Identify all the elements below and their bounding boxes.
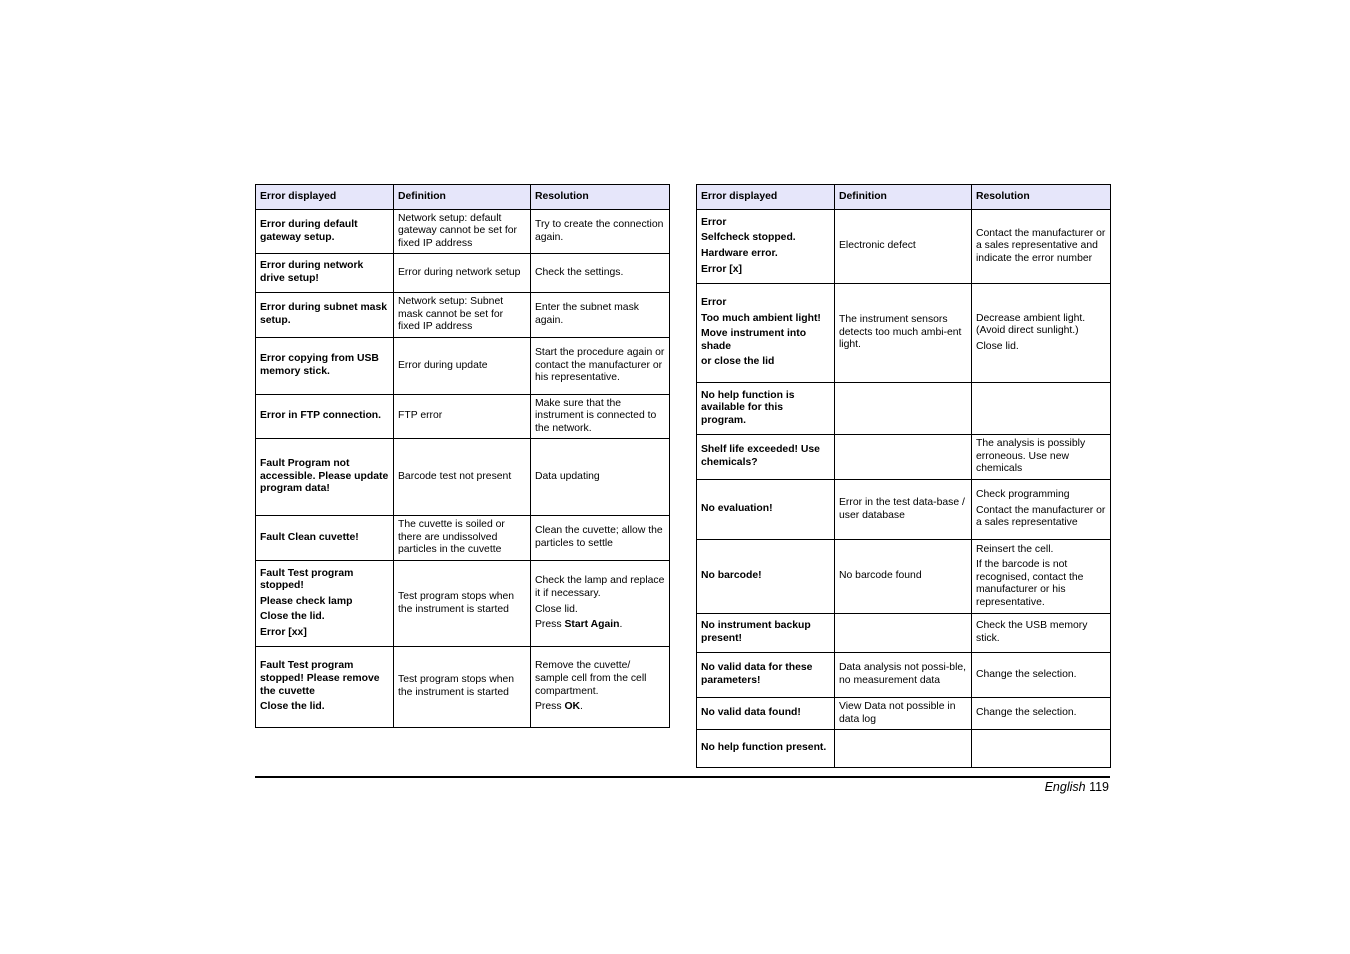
cell-line: No help function present. — [701, 742, 827, 754]
table-row — [697, 730, 1111, 768]
cell-definition — [394, 516, 531, 561]
table-row — [256, 293, 670, 338]
table-row — [256, 254, 670, 293]
cell-definition — [835, 284, 972, 383]
table-row — [697, 540, 1111, 614]
cell-line: Hardware error. — [701, 248, 778, 259]
cell-definition — [394, 439, 531, 516]
cell-definition — [394, 647, 531, 728]
table-row — [256, 338, 670, 395]
cell-error-displayed — [256, 561, 394, 647]
cell-line: No valid data found! — [701, 707, 801, 719]
cell-error-displayed — [256, 647, 394, 728]
cell-error-displayed — [256, 293, 394, 338]
table-header-row — [256, 185, 670, 210]
table-row — [697, 210, 1111, 284]
cell-resolution — [972, 653, 1111, 698]
cell-line: Change the selection. — [976, 707, 1077, 719]
cell-error-displayed — [697, 653, 835, 698]
cell-error-displayed — [256, 210, 394, 254]
table-row — [697, 383, 1111, 435]
table-row — [697, 480, 1111, 540]
cell-line: Error in FTP connection. — [260, 410, 382, 422]
cell-line: Error [xx] — [260, 626, 307, 638]
cell-definition — [835, 698, 972, 730]
cell-line: Network setup: Subnet mask cannot be set for fixed IP address — [398, 296, 504, 333]
cell-resolution — [531, 210, 670, 254]
cell-line: If the barcode is not recognised, contact the manufacturer or his representative. — [976, 559, 1084, 608]
cell-line: Fault Program not accessible. Please update program data! — [260, 458, 389, 495]
cell-line: Clean the cuvette; allow the particles to settle — [535, 525, 663, 549]
cell-line: Error in the test data-base / user database — [839, 496, 965, 521]
cell-line: Test program stops when the instrument is started — [398, 590, 515, 615]
cell-line: Start the procedure again or contact the manufacturer or his representative. — [535, 347, 665, 384]
cell-resolution — [531, 516, 670, 561]
cell-line: Network setup: default gateway cannot be set for fixed IP address — [398, 212, 517, 249]
table-row — [697, 284, 1111, 383]
cell-line: Check the lamp and replace it if necessary. — [535, 575, 665, 599]
cell-line: No barcode! — [701, 570, 762, 582]
cell-line: Barcode test not present — [398, 470, 512, 482]
cell-error-displayed — [697, 383, 835, 435]
cell-line: Error during update — [398, 359, 488, 371]
cell-error-displayed — [697, 210, 835, 284]
header-definition: Definition — [394, 185, 531, 210]
cell-line: Check the USB memory stick. — [976, 620, 1088, 644]
cell-line: No instrument backup present! — [701, 620, 811, 644]
cell-line: Close lid. — [535, 603, 578, 615]
cell-definition — [394, 210, 531, 254]
cell-line: Please check lamp — [260, 595, 353, 607]
header-definition: Definition — [835, 185, 972, 210]
cell-line: No valid data for these parameters! — [701, 662, 813, 686]
cell-line: Selfcheck stopped. — [701, 232, 796, 244]
cell-error-displayed — [256, 338, 394, 395]
cell-line: No help function is available for this program. — [701, 389, 795, 426]
table-row — [697, 435, 1111, 480]
table-row — [256, 210, 670, 254]
cell-line: Test program stops when the instrument is started — [398, 674, 515, 698]
cell-line: Too much ambient light! — [701, 312, 821, 324]
header-error-displayed: Error displayed — [256, 185, 394, 210]
cell-line: No barcode found — [839, 570, 922, 582]
footer-language: English — [1044, 780, 1086, 794]
cell-definition — [835, 540, 972, 614]
cell-resolution — [972, 383, 1111, 435]
cell-error-displayed — [697, 480, 835, 540]
cell-line: Check programming — [976, 489, 1070, 501]
cell-error-displayed — [697, 435, 835, 480]
error-table-right — [696, 184, 1111, 768]
cell-error-displayed — [697, 698, 835, 730]
page-number: 119 — [1089, 780, 1109, 794]
cell-resolution — [531, 338, 670, 395]
cell-resolution — [531, 254, 670, 293]
cell-line: Close the lid. — [260, 611, 325, 623]
cell-line: Data updating — [535, 470, 600, 482]
cell-line: Error [x] — [701, 263, 742, 275]
footer-rule — [255, 776, 1110, 778]
cell-definition — [835, 730, 972, 768]
cell-resolution — [531, 293, 670, 338]
cell-line: Error — [701, 297, 727, 309]
header-error-displayed: Error displayed — [697, 185, 835, 210]
cell-definition — [835, 435, 972, 480]
table-row — [256, 647, 670, 728]
cell-resolution — [531, 395, 670, 439]
cell-line: The cuvette is soiled or there are undissolved particles in the cuvette — [398, 519, 505, 556]
cell-definition — [394, 395, 531, 439]
cell-line: Error — [701, 216, 727, 228]
cell-error-displayed — [697, 614, 835, 653]
bold-term: Start Again — [564, 619, 620, 631]
cell-line: Try to create the connection again. — [535, 218, 664, 243]
cell-resolution — [972, 614, 1111, 653]
cell-error-displayed — [697, 284, 835, 383]
cell-definition — [394, 561, 531, 647]
cell-line: Fault Clean cuvette! — [260, 531, 359, 543]
table-row — [697, 698, 1111, 730]
cell-line: Decrease ambient light. (Avoid direct sunlight.) — [976, 312, 1086, 337]
cell-line: Enter the subnet mask again. — [535, 302, 639, 326]
cell-resolution — [531, 439, 670, 516]
cell-line: Close the lid. — [260, 701, 325, 713]
cell-definition — [394, 254, 531, 293]
table-row — [256, 561, 670, 647]
cell-line: Error during network drive setup! — [260, 260, 364, 284]
cell-definition — [835, 383, 972, 435]
cell-error-displayed — [256, 439, 394, 516]
cell-line: View Data not possible in data log — [839, 700, 956, 725]
header-resolution: Resolution — [531, 185, 670, 210]
cell-line: Make sure that the instrument is connected to the network. — [535, 397, 657, 434]
error-table-left — [255, 184, 670, 728]
cell-line: Contact the manufacturer or a sales representative and indicate the error number — [976, 227, 1106, 264]
cell-line: Reinsert the cell. — [976, 543, 1054, 555]
cell-line: Fault Test program stopped! Please remove the cuvette — [260, 660, 380, 697]
cell-resolution — [972, 435, 1111, 480]
cell-line: Press Start Again. — [535, 619, 623, 631]
cell-definition — [835, 480, 972, 540]
cell-line: Error copying from USB memory stick. — [260, 353, 379, 377]
cell-definition — [835, 653, 972, 698]
cell-line: No evaluation! — [701, 503, 773, 515]
table-header-row — [697, 185, 1111, 210]
cell-resolution — [531, 647, 670, 728]
table-row — [697, 653, 1111, 698]
table-row — [697, 614, 1111, 653]
cell-line: Change the selection. — [976, 668, 1077, 680]
table-row — [256, 395, 670, 439]
cell-line: Shelf life exceeded! Use chemicals? — [701, 444, 820, 468]
cell-line: Error during default gateway setup. — [260, 218, 358, 243]
cell-line: The analysis is possibly erroneous. Use new chemicals — [976, 438, 1086, 475]
cell-resolution — [972, 730, 1111, 768]
cell-definition — [835, 210, 972, 284]
cell-resolution — [972, 480, 1111, 540]
cell-error-displayed — [256, 254, 394, 293]
cell-line: Move instrument into shade — [701, 328, 807, 352]
table-row — [256, 516, 670, 561]
cell-line: Error during network setup — [398, 266, 521, 278]
bold-term: OK — [564, 701, 581, 713]
cell-line: Remove the cuvette/ sample cell from the cell compartment. — [535, 660, 647, 697]
cell-line: Press OK. — [535, 701, 583, 713]
cell-line: Error during subnet mask setup. — [260, 302, 388, 326]
cell-resolution — [972, 540, 1111, 614]
cell-error-displayed — [697, 540, 835, 614]
cell-line: Check the settings. — [535, 266, 624, 278]
cell-error-displayed — [256, 516, 394, 561]
cell-resolution — [972, 284, 1111, 383]
cell-line: The instrument sensors detects too much ambi-ent light. — [839, 314, 962, 351]
table-row — [256, 439, 670, 516]
cell-resolution — [972, 698, 1111, 730]
header-resolution: Resolution — [972, 185, 1111, 210]
cell-line: Close lid. — [976, 340, 1019, 352]
cell-line: Electronic defect — [839, 240, 916, 252]
cell-line: or close the lid — [701, 356, 775, 368]
cell-resolution — [972, 210, 1111, 284]
cell-line: Fault Test program stopped! — [260, 567, 354, 592]
cell-definition — [835, 614, 972, 653]
cell-line: Contact the manufacturer or a sales representative — [976, 504, 1106, 529]
cell-line: Data analysis not possi-ble, no measurement data — [839, 662, 967, 686]
cell-error-displayed — [256, 395, 394, 439]
cell-error-displayed — [697, 730, 835, 768]
cell-line: FTP error — [398, 410, 443, 422]
cell-definition — [394, 293, 531, 338]
page-footer — [1045, 780, 1109, 794]
cell-definition — [394, 338, 531, 395]
cell-resolution — [531, 561, 670, 647]
